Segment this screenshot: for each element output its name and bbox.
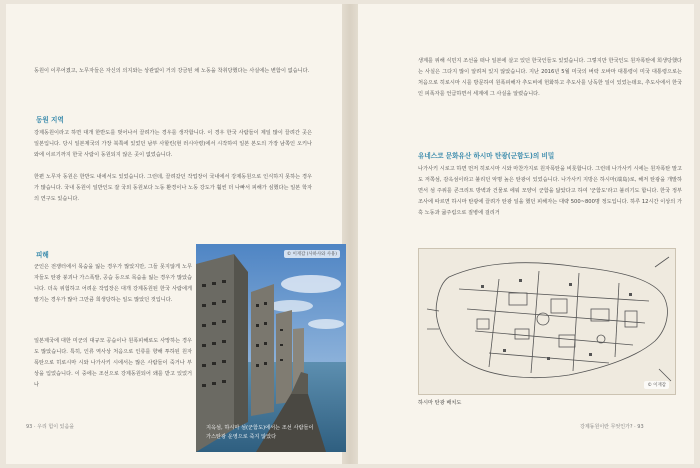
left-para-3: 한편 노무자 동원은 한반도 내에서도 있었습니다. 그런데, 끌려갔던 작업장이 국내에서 강제동원으로 인식하지 못하는 경우가 많습니다. 국내 동원이 일반인도 잘 국외 동원보다 노동 환경이나 노동 강도가 훨씬 더 나빠서 피해가 심했다는 일본 학자의 연구도 있습니다.	[34, 174, 312, 202]
right-folio: 강제동원이란 무엇인가? · 93	[580, 424, 644, 430]
left-para-2: 강제동원이라고 하면 대개 한반도를 벗어나서 끌려가는 경우를 생각합니다. 이 경우 한국 사람들이 제일 많이 끌려간 곳은 일본입니다. 당시 일본제국의 가장 북쪽에 있었던 남부 사할린(현 러시아령)에서 시작하여 일본 본도의 가장 남쪽인 오키나와에 이르기까지 한국 사람이 동원되지 않은 곳이 없었습니다.	[34, 130, 312, 158]
photo-credit: © 이재갑 (사하사와 사용)	[284, 250, 340, 258]
photo-caption-line-1: 지옥섬, 하시마 섬(군함도)에서는 조선 사람들이	[206, 425, 314, 431]
hashima-island-photo	[196, 244, 346, 452]
photo-caption	[206, 424, 314, 442]
hashima-photo-image	[196, 244, 346, 452]
left-para-1: 동원이 이루어졌고, 노무자들은 자신의 의지와는 상관없이 거의 강금된 채 노동을 착취당했다는 사실에는 변함이 없습니다.	[34, 68, 310, 74]
section-heading-mobilization-areas: 동원 지역	[36, 116, 64, 124]
left-para-4: 군인은 전쟁터에서 목숨을 잃는 경우가 많았지만, 그들 못지않게 노무자들도 탄광 붕괴나 가스폭발, 공습 등으로 목숨을 잃는 경우가 많았습니다. 더욱 위험하고 어려운 작업장은 대개 강제동원된 한국 사람에게 맡기는 경우가 많아 그만큼 희생당하는 일도 많았던 것입니다.	[34, 264, 192, 303]
left-folio: 93 · 우리 힘이 있음을	[26, 424, 75, 430]
photo-caption-line-2: 가스탄광 운영으로 죽지 않았다	[206, 434, 277, 440]
right-page	[358, 4, 694, 464]
left-para-5: 일본제국에 대한 미군의 대규모 공습이나 원폭피해로도 사망하는 경우도 많았습니다. 특히, 인류 역사상 처음으로 인류를 향해 투하된 원자폭탄으로 히로시마 시와 나가사키 시에서는 많은 사람들이 죽거나 부상을 입었습니다. 이 중에는 조선으로 강제동원되어 왜를 받고 있었거나	[34, 338, 192, 388]
hashima-layout-map	[418, 248, 676, 395]
section-heading-damage: 피해	[36, 251, 49, 259]
right-para-1: 생계를 위해 식민지 조선을 떠나 일본에 살고 있던 한국인들도 있었습니다. 그렇지만 한국인도 원자폭탄에 희생당했다는 사실은 그다지 많이 알려져 있지 않았습니다. 지난 2016년 5월 미국의 버락 오바마 대통령이 미국 대통령으로는 처음으로 히로시마 시를 방문하여 원폭피해자 추도비에 헌화하고 추도사를 낭독한 일이 있었는데요, 추도사에서 한국인 피폭자를 언급하면서 세계에 그 사실을 알렸습니다.	[418, 58, 682, 97]
right-para-2: 나가사키 시로고 하면 먼저 히로시마 시와 마찬가지로 원자폭탄을 비롯합니다. 그런데 나가사키 시에는 원자폭탄 말고도 저쪽섬, 감옥섬이라고 불리던 악명 높은 탄광이 있었습니다. 나가사키 지방은 하시마(端島)로, 해저 탄광을 개발하면서 섬 주위를 콘크리트 방벽과 건물로 에워 모양이 군함을 닮았다고 하여 '군함도'라고 불리기도 합니다. 한국 정부 조사에 따르면 하시마 탄광에 끌려가 탄광 일을 했던 피해자는 대략 500~800명 정도입니다. 하루 12시간 이상의 가혹 노동과 굶주림으로 질병에 걸리거	[418, 166, 682, 216]
map-credit: © 이재갑	[644, 381, 669, 389]
hashima-layout-drawing	[419, 249, 675, 394]
section-heading-hashima: 유네스코 문화유산 하시마 탄광(군함도)의 비밀	[418, 152, 555, 160]
map-caption: 하시마 탄광 배치도	[418, 400, 462, 406]
